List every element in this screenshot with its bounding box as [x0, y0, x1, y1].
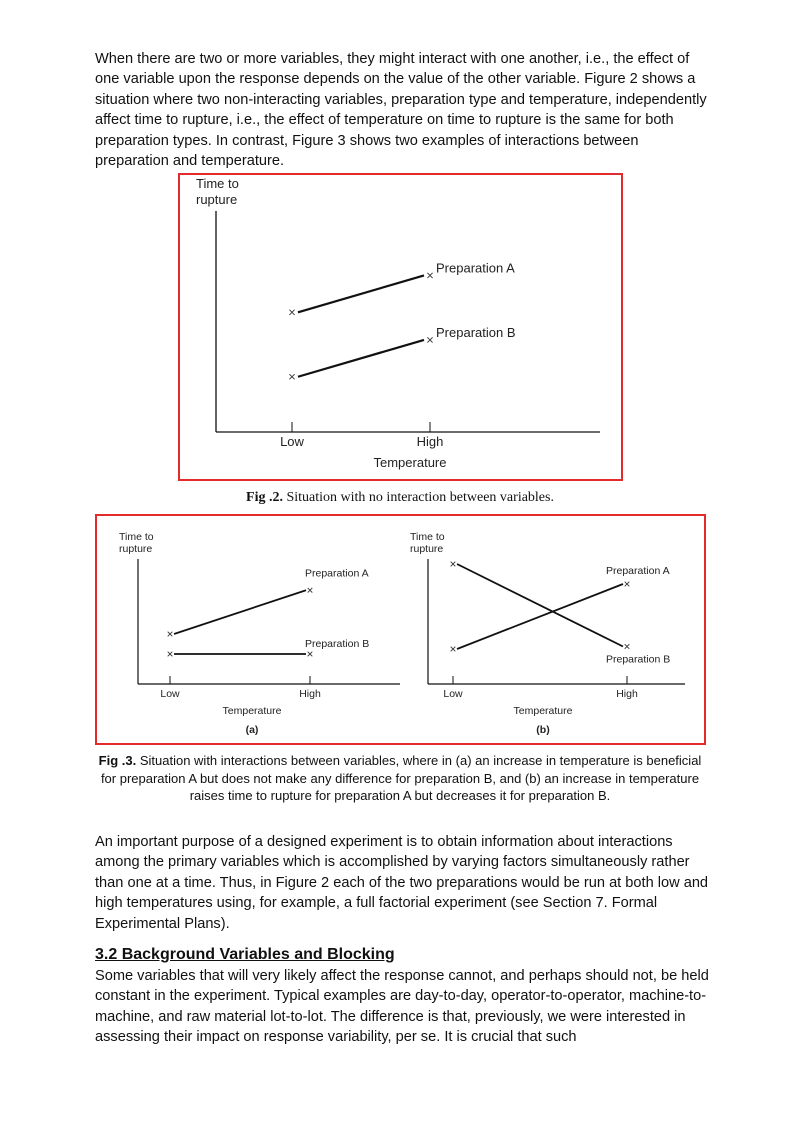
x-tick-label-high: High — [416, 434, 444, 449]
marker-preparation-a-low — [289, 310, 294, 315]
intro-paragraph: When there are two or more variables, they might interact with one another, i.e., the effect of one variable upon the response depends on the value of the other variable. Figure 2 shows a situation where two non-interacting variables, preparation type and temperature, independently affect time to rupture, i.e., the effect of temperature on time to rupture is the same for both preparation types. In contrast, Figure 3 shows two examples of interactions between preparation and temperature. — [95, 51, 707, 170]
marker-preparation-b-low — [451, 562, 456, 567]
figure-2-frame — [179, 174, 622, 480]
marker-preparation-b-high — [308, 652, 313, 657]
x-tick-label-high: High — [616, 688, 638, 700]
series-line-preparation-b — [298, 340, 424, 377]
marker-preparation-b-high — [427, 337, 432, 342]
series-line-preparation-a — [457, 584, 623, 649]
marker-preparation-b-low — [168, 652, 173, 657]
marker-preparation-a-low — [168, 632, 173, 637]
panel-a-y-label-line1: Time to — [119, 531, 154, 543]
interactions-paragraph: An important purpose of a designed experiment is to obtain information about interactions among the primary variables which is accomplished by varying factors simultaneously rather than one at a time. Thus, in Figure 2 each of the two preparations would be run at both low and high temperatures using, for example, a full factorial experiment (see Section 7. Formal Experimental Plans). — [95, 834, 709, 932]
panel-a-x-label: Temperature — [222, 705, 282, 717]
marker-preparation-a-low — [451, 647, 456, 652]
panel-b-x-label: Temperature — [513, 705, 573, 717]
marker-preparation-a-high — [427, 273, 432, 278]
panel-b-y-label-line1: Time to — [410, 531, 445, 543]
marker-preparation-b-high — [625, 644, 630, 649]
y-axis-label-line2: rupture — [196, 192, 238, 207]
x-tick-label-high: High — [299, 688, 321, 700]
x-tick-label-low: Low — [280, 434, 304, 449]
panel-b-y-label-line2: rupture — [410, 543, 444, 555]
marker-preparation-b-low — [289, 374, 294, 379]
x-tick-label-low: Low — [443, 688, 463, 700]
series-label-preparation-b: Preparation B — [436, 324, 516, 340]
y-axis-label-line1: Time to — [196, 176, 239, 191]
marker-preparation-a-high — [625, 582, 630, 587]
section-heading: 3.2 Background Variables and Blocking — [95, 946, 395, 963]
panel-a-label: (a) — [245, 724, 259, 736]
figure-2-chart — [178, 173, 623, 481]
series-label-preparation-a: Preparation A — [606, 565, 670, 577]
figure-3-caption — [95, 752, 705, 805]
x-tick-label-low: Low — [160, 688, 180, 700]
series-line-preparation-a — [174, 590, 306, 634]
series-line-preparation-b — [457, 564, 623, 647]
figure-2-caption-label: Fig .2. — [246, 490, 283, 505]
x-axis-label: Temperature — [373, 455, 447, 470]
marker-preparation-a-high — [308, 588, 313, 593]
series-label-preparation-a: Preparation A — [305, 567, 369, 580]
figure-3-caption-label: Fig .3. — [98, 753, 137, 768]
series-label-preparation-b: Preparation B — [606, 653, 671, 666]
figure-3-chart — [95, 514, 706, 745]
panel-b-label: (b) — [536, 724, 550, 736]
series-label-preparation-b: Preparation B — [305, 638, 370, 650]
figure-2-caption — [95, 489, 705, 507]
series-line-preparation-a — [298, 275, 424, 312]
panel-a-y-label-line2: rupture — [119, 543, 153, 555]
background-variables-paragraph: Some variables that will very likely affect the response cannot, and perhaps should not, be held constant in the experiment. Typical examples are day-to-day, operator-to-operator, machine-to-machine, and raw material lot-to-lot. The difference is that, previously, we were interested in assessing their impact on response variability, per se. It is crucial that such — [95, 968, 709, 1046]
figure-2-caption-text: Situation with no interaction between variables. — [282, 490, 554, 505]
figure-3-caption-text: Situation with interactions between variables, where in (a) an increase in temperature is beneficial for preparation A but does not make any difference for preparation B, and (b) an increase in temperature raises time to rupture for preparation A but decreases it for preparation B. — [100, 753, 702, 803]
series-label-preparation-a: Preparation A — [436, 260, 515, 276]
